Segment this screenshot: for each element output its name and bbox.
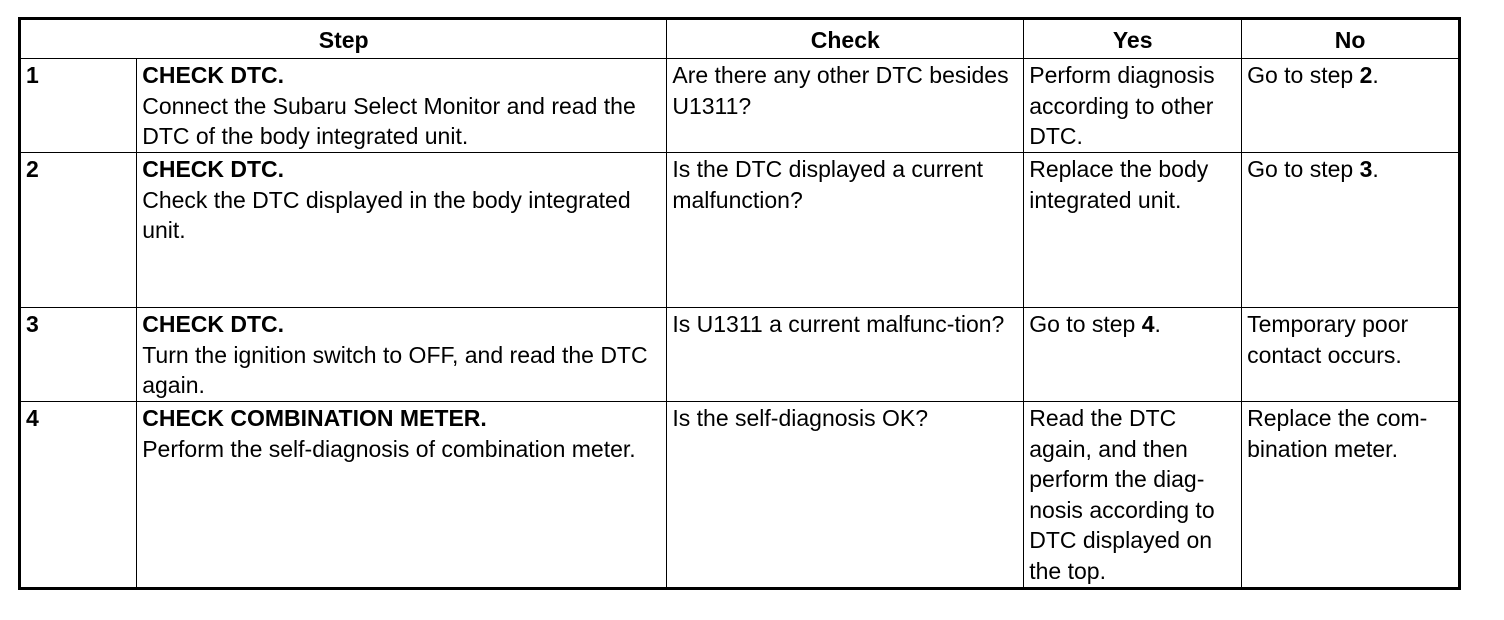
step-title: CHECK COMBINATION METER. [142, 405, 487, 431]
step-number: 4 [20, 402, 137, 589]
yes-cell: Replace the body integrated unit. [1024, 153, 1242, 308]
no-cell [1242, 59, 1460, 153]
no-step-ref: 3 [1359, 156, 1373, 182]
check-cell: Is the DTC displayed a current malfunction? [667, 153, 1024, 308]
no-suffix: . [1372, 156, 1379, 182]
step-number: 1 [20, 59, 137, 153]
step-cell [137, 402, 667, 589]
no-cell: Temporary poor contact occurs. [1242, 308, 1460, 402]
step-cell [137, 59, 667, 153]
table-header-row [20, 19, 1460, 59]
check-cell: Is the self-diagnosis OK? [667, 402, 1024, 589]
header-check: Check [667, 19, 1024, 59]
header-yes: Yes [1024, 19, 1242, 59]
step-title: CHECK DTC. [142, 311, 285, 337]
table-row [20, 402, 1460, 589]
header-step: Step [20, 19, 667, 59]
step-description: Check the DTC displayed in the body integrated unit. [142, 186, 631, 243]
yes-cell [1024, 308, 1242, 402]
step-description: Perform the self-diagnosis of combination meter. [142, 435, 636, 462]
step-number: 3 [20, 308, 137, 402]
no-text: Go to step [1247, 62, 1360, 88]
yes-cell: Perform diagnosis according to other DTC. [1024, 59, 1242, 153]
yes-cell: Read the DTC again, and then perform the diag-nosis according to DTC displayed on the top. [1024, 402, 1242, 589]
table-row [20, 59, 1460, 153]
no-cell: Replace the com-bination meter. [1242, 402, 1460, 589]
yes-text: Go to step [1029, 311, 1142, 337]
table-row [20, 153, 1460, 308]
check-cell: Is U1311 a current malfunc-tion? [667, 308, 1024, 402]
step-cell [137, 308, 667, 402]
no-step-ref: 2 [1359, 62, 1373, 88]
no-cell [1242, 153, 1460, 308]
yes-suffix: . [1154, 311, 1161, 337]
check-cell: Are there any other DTC besides U1311? [667, 59, 1024, 153]
step-number: 2 [20, 153, 137, 308]
step-title: CHECK DTC. [142, 62, 285, 88]
yes-step-ref: 4 [1141, 311, 1155, 337]
step-title: CHECK DTC. [142, 156, 285, 182]
step-cell [137, 153, 667, 308]
step-description: Turn the ignition switch to OFF, and read the DTC again. [142, 341, 648, 398]
no-suffix: . [1372, 62, 1379, 88]
table-row [20, 308, 1460, 402]
diagnostic-table [18, 17, 1461, 590]
header-no: No [1242, 19, 1460, 59]
no-text: Go to step [1247, 156, 1360, 182]
step-description: Connect the Subaru Select Monitor and read the DTC of the body integrated unit. [142, 92, 636, 149]
